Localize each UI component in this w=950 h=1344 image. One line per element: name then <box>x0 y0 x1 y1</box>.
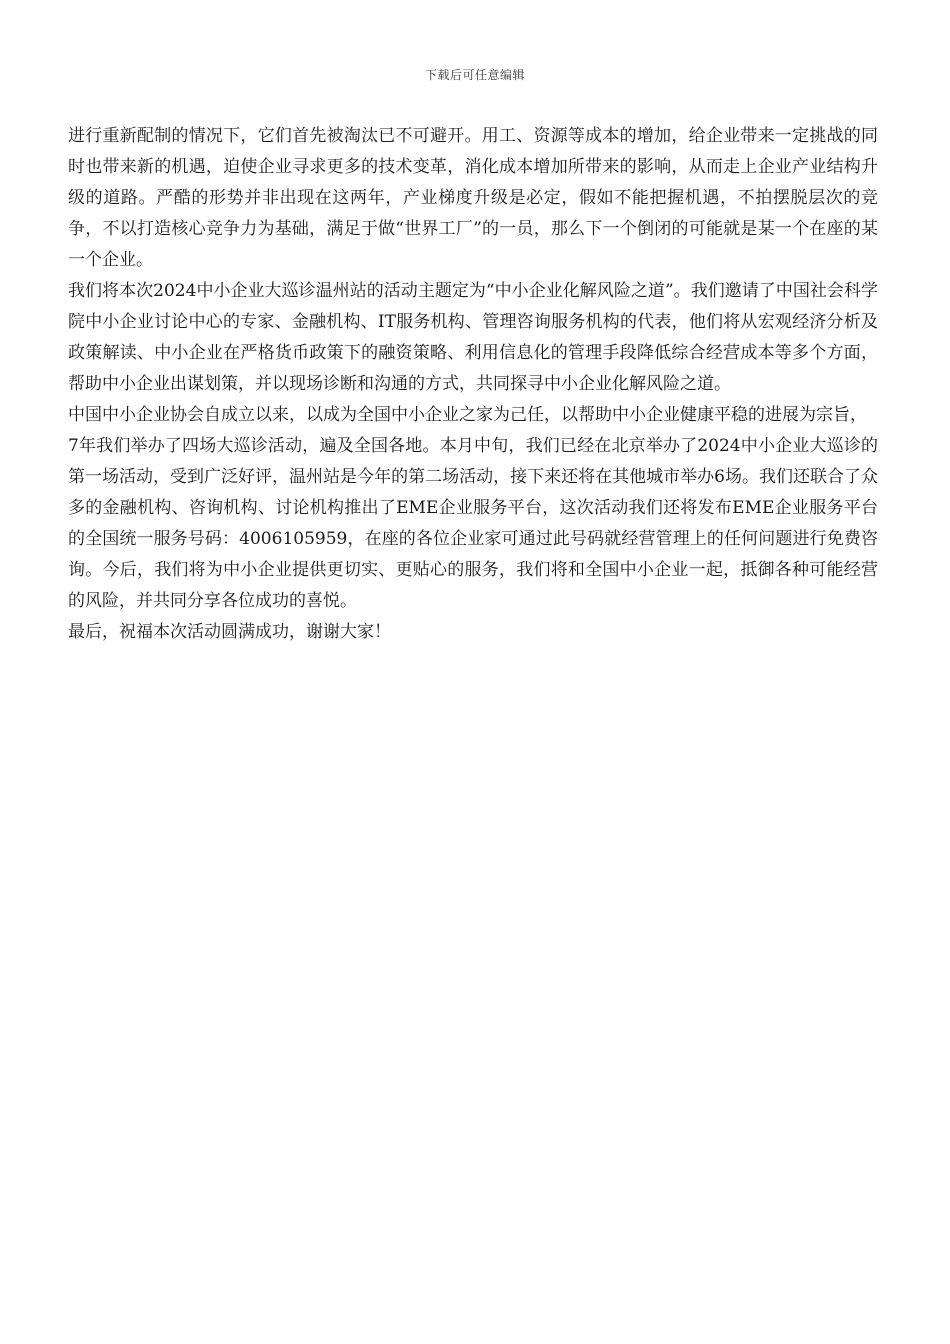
paragraph: 我们将本次2024中小企业大巡诊温州站的活动主题定为“中小企业化解风险之道”。我们邀请了中国社会科学院中小企业讨论中心的专家、金融机构、IT服务机构、管理咨询服务机构的代表，他们将从宏观经济分析及政策解读、中小企业在严格货币政策下的融资策略、利用信息化的管理手段降低综合经营成本等多个方面，帮助中小企业出谋划策，并以现场诊断和沟通的方式，共同探寻中小企业化解风险之道。 <box>68 281 878 394</box>
paragraph: 进行重新配制的情况下，它们首先被淘汰已不可避开。用工、资源等成本的增加，给企业带来一定挑战的同时也带来新的机遇，迫使企业寻求更多的技术变革，消化成本增加所带来的影响，从而走上企业产业结构升级的道路。严酷的形势并非出现在这两年，产业梯度升级是必定，假如不能把握机遇，不拍摆脱层次的竞争，不以打造核心竞争力为基础，满足于做“世界工厂”的一员，那么下一个倒闭的可能就是某一个在座的某一个企业。 <box>68 126 878 270</box>
document-body <box>68 121 878 648</box>
paragraph: 中国中小企业协会自成立以来，以成为全国中小企业之家为己任，以帮助中小企业健康平稳的进展为宗旨， <box>68 405 867 425</box>
paragraph: 7年我们举办了四场大巡诊活动，遍及全国各地。本月中旬，我们已经在北京举办了2024中小企业大巡诊的第一场活动，受到广泛好评，温州站是今年的第二场活动，接下来还将在其他城市举办6场。我们还联合了众多的金融机构、咨询机构、讨论机构推出了EME企业服务平台，这次活动我们还将发布EME企业服务平台的全国统一服务号码：4006105959，在座的各位企业家可通过此号码就经营管理上的任何问题进行免费咨询。今后，我们将为中小企业提供更切实、更贴心的服务，我们将和全国中小企业一起，抵御各种可能经营的风险，并共同分享各位成功的喜悦。 <box>68 436 878 611</box>
paragraph: 最后，祝福本次活动圆满成功，谢谢大家！ <box>68 622 391 642</box>
page-header-note: 下载后可任意编辑 <box>424 68 525 82</box>
